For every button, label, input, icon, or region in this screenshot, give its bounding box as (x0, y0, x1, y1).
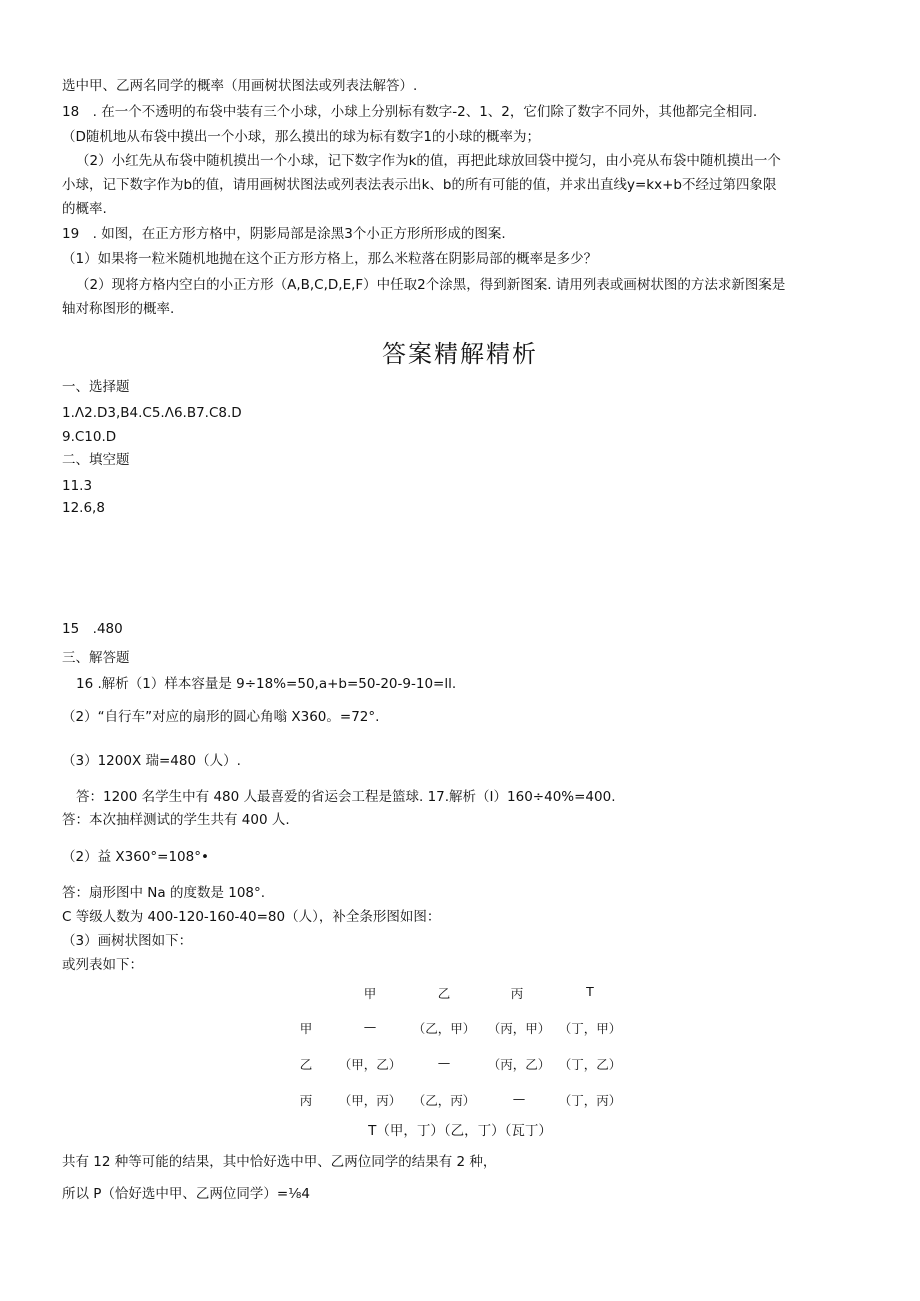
table-row-label: 甲 (299, 1021, 313, 1036)
table-cell: — (437, 1055, 451, 1070)
table-cell: （丁，丙） (558, 1093, 622, 1108)
section-heading: 二、填空题 (62, 452, 130, 468)
solution-line: 答：本次抽样测试的学生共有 400 人. (62, 812, 290, 828)
table-cell: （丁，甲） (558, 1021, 622, 1036)
table-cell: — (512, 1091, 526, 1106)
table-header-cell: T (586, 984, 594, 999)
choice-answers: 9.C10.D (62, 429, 117, 445)
solution-line: （2）“自行车”对应的扇形的圆心角嗡 X360。=72°. (62, 709, 380, 725)
table-cell: （乙，丙） (412, 1093, 476, 1108)
result-line: 所以 P（恰好选中甲、乙两位同学）=⅛4 (62, 1186, 310, 1202)
fill-answer: 12.6,8 (62, 500, 105, 516)
solution-line: （3）画树状图如下： (62, 933, 193, 949)
table-header-cell: 甲 (363, 986, 377, 1001)
table-header-cell: 乙 (437, 986, 451, 1001)
table-cell: （甲，丙） (338, 1093, 402, 1108)
problem-line: 轴对称图形的概率. (62, 301, 175, 317)
section-heading: 一、选择题 (62, 379, 130, 395)
table-cell: （丙，乙） (487, 1057, 551, 1072)
table-row-label: 丙 (299, 1093, 313, 1108)
solution-line: 答：扇形图中 Na 的度数是 108°. (62, 885, 266, 901)
problem-line: 的概率. (62, 201, 107, 217)
table-last-row: T（甲，丁）（乙，丁）（瓦丁） (368, 1123, 552, 1139)
solution-line: （2）益 X360°=108°• (62, 849, 209, 865)
problem-18-line: 18 . 在一个不透明的布袋中装有三个小球，小球上分别标有数字-2、1、2，它们除了数字不同外，其他都完全相同. (62, 104, 758, 120)
table-header-cell: 丙 (510, 986, 524, 1001)
problem-line: （2）现将方格内空白的小正方形（A,B,C,D,E,F）中任取2个涂黑，得到新图案. 请用列表或画树状图的方法求新图案是 (76, 277, 786, 293)
table-cell: （甲，乙） (338, 1057, 402, 1072)
problem-line: （D随机地从布袋中摸出一个小球，那么摸出的球为标有数字1的小球的概率为； (62, 129, 540, 145)
solution-line: 16 .解析（1）样本容量是 9÷18%=50,a+b=50-20-9-10=ll. (76, 676, 457, 692)
problem-line: 选中甲、乙两名同学的概率（用画树状图法或列表法解答）. (62, 78, 418, 94)
problem-line: （2）小红先从布袋中随机摸出一个小球，记下数字作为k的值，再把此球放回袋中搅匀，由小亮从布袋中随机摸出一个 (76, 153, 781, 169)
fill-answer: 15 .480 (62, 621, 123, 637)
table-cell: — (363, 1019, 377, 1034)
solution-line: 答：1200 名学生中有 480 人最喜爱的省运会工程是篮球. 17.解析（I）160÷40%=400. (76, 789, 616, 805)
solution-line: （3）1200X 瑞=480（人）. (62, 753, 241, 769)
problem-line: （1）如果将一粒米随机地抛在这个正方形方格上，那么米粒落在阴影局部的概率是多少？ (62, 251, 598, 267)
section-heading: 三、解答题 (62, 650, 130, 666)
answers-heading: 答案精解精析 (382, 340, 538, 368)
solution-line: 或列表如下： (62, 957, 143, 973)
table-cell: （乙，甲） (412, 1021, 476, 1036)
result-line: 共有 12 种等可能的结果，其中恰好选中甲、乙两位同学的结果有 2 种， (62, 1154, 497, 1170)
solution-line: C 等级人数为 400-120-160-40=80（人），补全条形图如图： (62, 909, 441, 925)
table-cell: （丁，乙） (558, 1057, 622, 1072)
table-cell: （丙，甲） (487, 1021, 551, 1036)
fill-answer: 11.3 (62, 478, 93, 494)
choice-answers: 1.Λ2.D3,B4.C5.Λ6.B7.C8.D (62, 405, 242, 421)
table-row-label: 乙 (299, 1057, 313, 1072)
problem-line: 小球，记下数字作为b的值，请用画树状图法或列表法表示出k、b的所有可能的值，并求出直线y=kx+b不经过第四象限 (62, 177, 777, 193)
problem-19-line: 19 . 如图，在正方形方格中，阴影局部是涂黑3个小正方形所形成的图案. (62, 226, 506, 242)
